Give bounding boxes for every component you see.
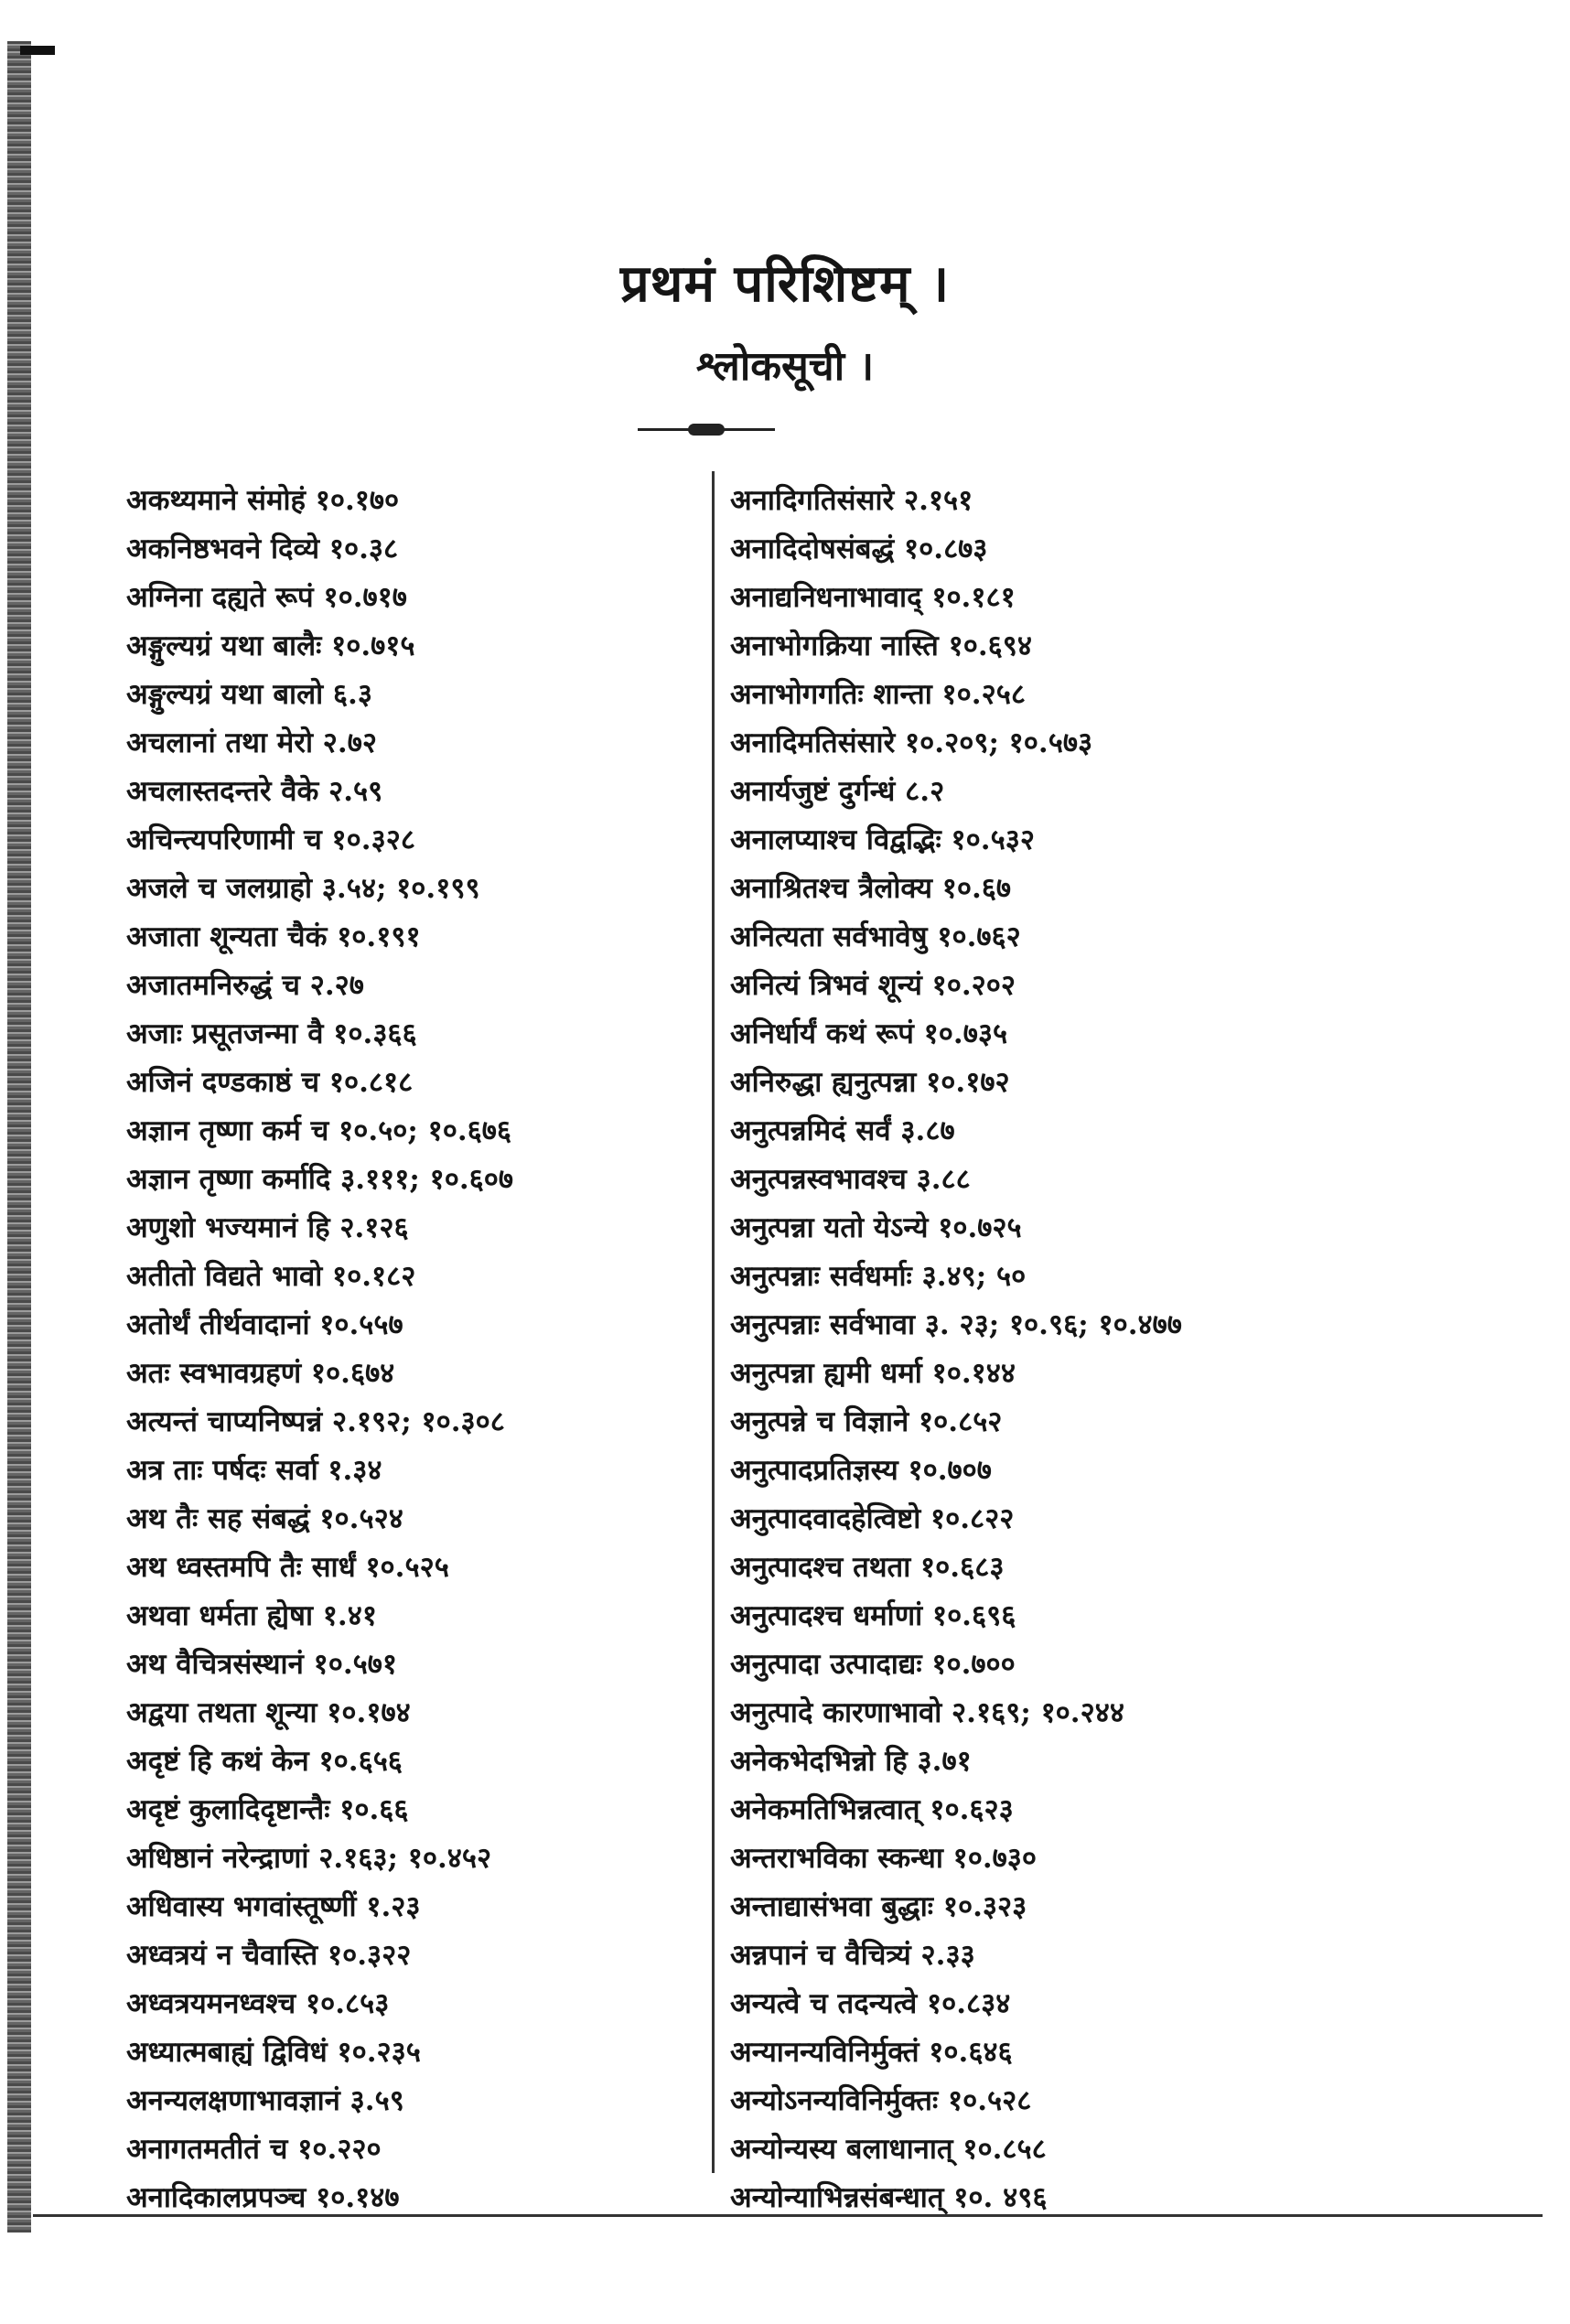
index-entry: अथ तैः सह संबद्धं १०.५२४ <box>126 1502 403 1535</box>
index-entry: अनेकमतिभिन्नत्वात् १०.६२३ <box>730 1793 1014 1826</box>
index-entry: अन्यत्वे च तदन्यत्वे १०.८३४ <box>730 1987 1011 2020</box>
index-entry: अन्योऽनन्यविनिर्मुक्तः १०.५२८ <box>730 2084 1032 2117</box>
index-entry: अन्यानन्यविनिर्मुक्तं १०.६४६ <box>730 2036 1013 2069</box>
index-entry: अनुत्पादवादहेत्विष्टो १०.८२२ <box>730 1502 1015 1535</box>
index-entry: अथ ध्वस्तमपि तैः सार्धं १०.५२५ <box>126 1551 449 1584</box>
index-entry: अन्योन्याभिन्नसंबन्धात् १०. ४९६ <box>730 2181 1048 2214</box>
index-entry: अनाश्रितश्च त्रैलोक्य १०.६७ <box>730 872 1012 905</box>
index-entry: अध्वत्रयं न चैवास्ति १०.३२२ <box>126 1939 412 1972</box>
index-entry: अनुत्पन्नाः सर्वधर्माः ३.४९; ५० <box>730 1260 1027 1293</box>
index-entry: अन्नपानं च वैचित्र्यं २.३३ <box>730 1939 975 1972</box>
index-entry: अद्वया तथता शून्या १०.१७४ <box>126 1696 411 1729</box>
index-entry: अध्यात्मबाह्यं द्विविधं १०.२३५ <box>126 2036 421 2069</box>
index-entry: अङ्गुल्यग्रं यथा बालैः १०.७१५ <box>126 629 415 662</box>
index-entry: अतोर्थं तीर्थवादानां १०.५५७ <box>126 1308 403 1341</box>
index-entry: अनित्यता सर्वभावेषु १०.७६२ <box>730 920 1021 953</box>
index-entry: अथवा धर्मता ह्येषा १.४१ <box>126 1599 377 1632</box>
index-entry: अनुत्पन्नस्वभावश्च ३.८८ <box>730 1163 971 1196</box>
index-entry: अदृष्टं हि कथं केन १०.६५६ <box>126 1745 403 1778</box>
index-entry: अकनिष्ठभवने दिव्ये १०.३८ <box>126 533 399 565</box>
index-entry: अनादिकालप्रपञ्च १०.१४७ <box>126 2181 400 2214</box>
index-entry: अनुत्पादे कारणाभावो २.१६९; १०.२४४ <box>730 1696 1124 1729</box>
index-entry: अनाभोगगतिः शान्ता १०.२५८ <box>730 678 1026 711</box>
index-entry: अनुत्पादा उत्पादाद्यः १०.७०० <box>730 1648 1016 1681</box>
corner-mark <box>20 46 55 55</box>
column-divider <box>712 471 715 2173</box>
index-entry: अथ वैचित्रसंस्थानं १०.५७१ <box>126 1648 397 1681</box>
index-entry: अनादिगतिसंसारे २.१५१ <box>730 484 973 517</box>
title-ornament-dot <box>688 424 725 436</box>
index-entry: अकथ्यमाने संमोहं १०.१७० <box>126 484 400 517</box>
index-entry: अनाभोगक्रिया नास्ति १०.६९४ <box>730 629 1033 662</box>
index-entry: अनुत्पादप्रतिज्ञस्य १०.७०७ <box>730 1454 992 1487</box>
index-entry: अनुत्पन्नाः सर्वभावा ३. २३; १०.९६; १०.४७७ <box>730 1308 1182 1341</box>
index-entry: अनुत्पादश्च धर्माणां १०.६९६ <box>730 1599 1016 1632</box>
index-entry: अजातमनिरुद्धं च २.२७ <box>126 969 364 1002</box>
index-entry: अनालप्याश्च विद्वद्भिः १०.५३२ <box>730 823 1035 856</box>
index-entry: अजले च जलग्राहो ३.५४; १०.१९९ <box>126 872 480 905</box>
index-entry: अनन्यलक्षणाभावज्ञानं ३.५९ <box>126 2084 404 2117</box>
index-entry: अन्ताद्यासंभवा बुद्धाः १०.३२३ <box>730 1890 1027 1923</box>
index-entry: अन्तराभविका स्कन्धा १०.७३० <box>730 1842 1038 1875</box>
index-entry: अचलास्तदन्तरे वैके २.५९ <box>126 775 383 808</box>
index-entry: अग्निना दह्यते रूपं १०.७१७ <box>126 581 407 614</box>
index-entry: अजाता शून्यता चैकं १०.१९१ <box>126 920 421 953</box>
index-entry: अज्ञान तृष्णा कर्मादि ३.१११; १०.६०७ <box>126 1163 514 1196</box>
page-subtitle: श्लोकसूची । <box>695 343 875 390</box>
index-entry: अनित्यं त्रिभवं शून्यं १०.२०२ <box>730 969 1016 1002</box>
index-entry: अज्ञान तृष्णा कर्म च १०.५०; १०.६७६ <box>126 1114 511 1147</box>
index-entry: अनागतमतीतं च १०.२२० <box>126 2133 382 2166</box>
index-entry: अनिरुद्धा ह्यनुत्पन्ना १०.१७२ <box>730 1066 1010 1099</box>
right-column <box>730 477 1389 2222</box>
index-entry: अदृष्टं कुलादिदृष्टान्तैः १०.६६ <box>126 1793 409 1826</box>
index-entry: अनिर्धार्यं कथं रूपं १०.७३५ <box>730 1017 1008 1050</box>
index-entry: अजिनं दण्डकाष्ठं च १०.८१८ <box>126 1066 414 1099</box>
index-entry: अनुत्पन्ना ह्यमी धर्मा १०.१४४ <box>730 1357 1016 1390</box>
index-entry: अणुशो भज्यमानं हि २.१२६ <box>126 1211 409 1244</box>
index-entry: अचिन्त्यपरिणामी च १०.३२८ <box>126 823 415 856</box>
index-entry: अन्योन्यस्य बलाधानात् १०.८५८ <box>730 2133 1047 2166</box>
footer-rule <box>33 2214 1543 2217</box>
index-entry: अध्वत्रयमनध्वश्च १०.८५३ <box>126 1987 390 2020</box>
index-entry: अनाद्यनिधनाभावाद् १०.१८१ <box>730 581 1016 614</box>
index-entry: अनादिदोषसंबद्धं १०.८७३ <box>730 533 988 565</box>
index-entry: अनुत्पन्नमिदं सर्वं ३.८७ <box>730 1114 955 1147</box>
index-entry: अनेकभेदभिन्नो हि ३.७१ <box>730 1745 972 1778</box>
index-entry: अत्र ताः पर्षदः सर्वा १.३४ <box>126 1454 382 1487</box>
index-entry: अनुत्पन्ना यतो येऽन्ये १०.७२५ <box>730 1211 1022 1244</box>
index-entry: अनुत्पादश्च तथता १०.६८३ <box>730 1551 1005 1584</box>
index-entry: अतः स्वभावग्रहणं १०.६७४ <box>126 1357 395 1390</box>
index-entry: अनार्यजुष्टं दुर्गन्धं ८.२ <box>730 775 945 808</box>
index-entry: अधिवास्य भगवांस्तूष्णीं १.२३ <box>126 1890 421 1923</box>
left-column <box>126 477 675 2222</box>
index-entry: अनादिमतिसंसारे १०.२०९; १०.५७३ <box>730 726 1093 759</box>
index-entry: अतीतो विद्यते भावो १०.१८२ <box>126 1260 416 1293</box>
index-entry: अनुत्पन्ने च विज्ञाने १०.८५२ <box>730 1405 1003 1438</box>
index-entry: अङ्गुल्यग्रं यथा बालो ६.३ <box>126 678 372 711</box>
index-entry: अधिष्ठानं नरेन्द्राणां २.१६३; १०.४५२ <box>126 1842 492 1875</box>
page-title: प्रथमं परिशिष्टम् । <box>619 253 951 314</box>
index-entry: अजाः प्रसूतजन्मा वै १०.३६६ <box>126 1017 417 1050</box>
index-entry: अत्यन्तं चाप्यनिष्पन्नं २.१९२; १०.३०८ <box>126 1405 505 1438</box>
index-entry: अचलानां तथा मेरो २.७२ <box>126 726 377 759</box>
